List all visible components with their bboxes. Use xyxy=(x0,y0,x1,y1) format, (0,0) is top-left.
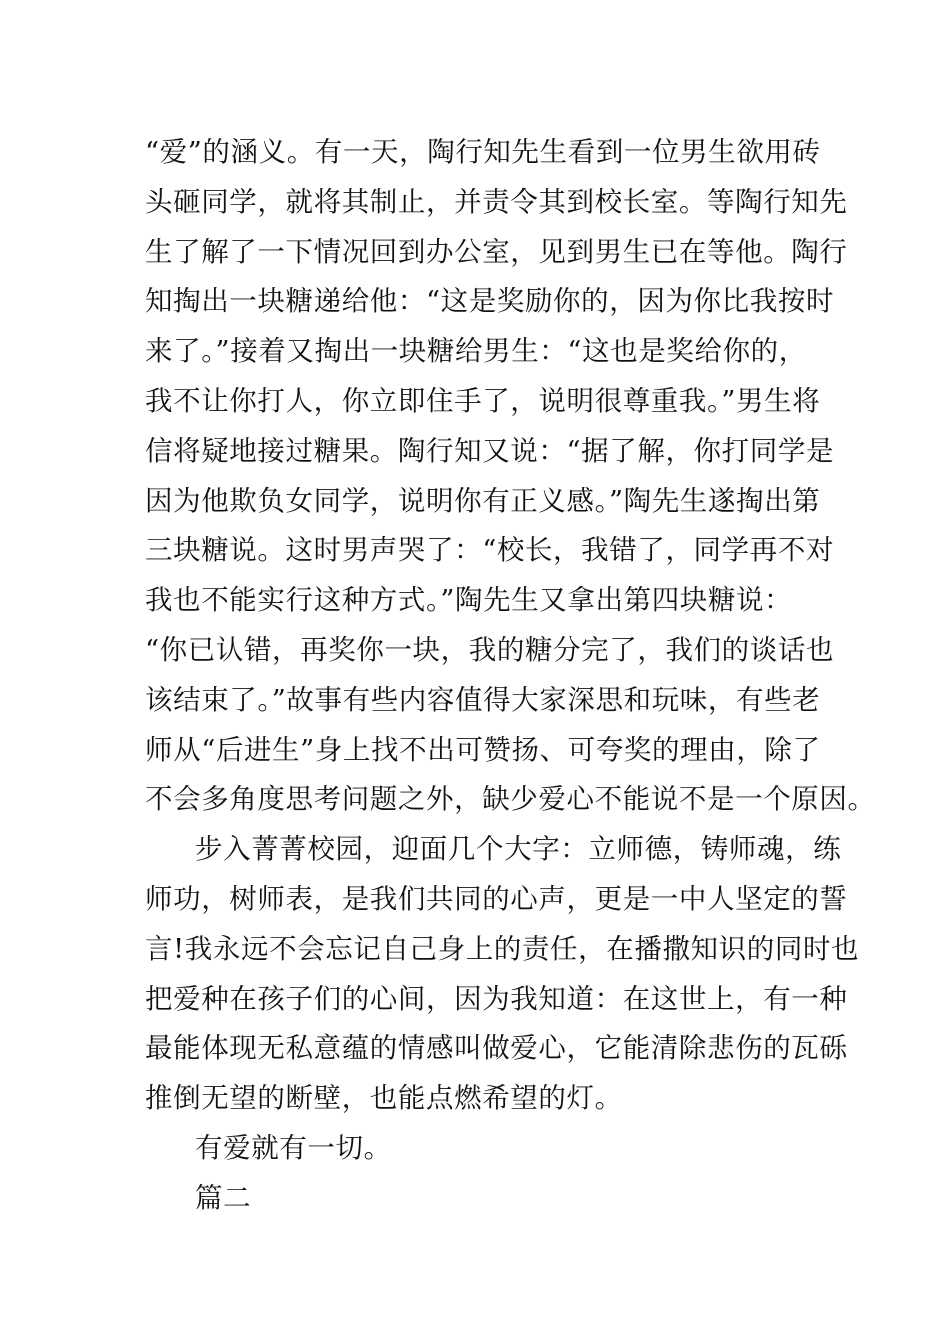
text-line: 师从“后进生”身上找不出可赞扬、可夸奖的理由，除了 xyxy=(145,733,821,766)
text-line: 因为他欺负女同学，说明你有正义感。”陶先生遂掏出第 xyxy=(145,484,821,517)
text-line: 信将疑地接过糖果。陶行知又说：“据了解，你打同学是 xyxy=(145,434,835,467)
text-line: 该结束了。”故事有些内容值得大家深思和玩味，有些老 xyxy=(145,683,821,716)
text-line: 最能体现无私意蕴的情感叫做爱心，它能清除悲伤的瓦砾 xyxy=(145,1032,848,1065)
text-line: 我不让你打人，你立即住手了，说明很尊重我。”男生将 xyxy=(145,384,821,417)
section-heading: 篇二 xyxy=(195,1181,252,1214)
text-line: 言!我永远不会忘记自己身上的责任，在播撒知识的同时也 xyxy=(145,932,860,965)
text-line: 把爱种在孩子们的心间，因为我知道：在这世上，有一种 xyxy=(145,982,848,1015)
paragraph-start-line: 步入菁菁校园，迎面几个大字：立师德，铸师魂，练 xyxy=(195,833,842,866)
text-line: 三块糖说。这时男声哭了：“校长，我错了，同学再不对 xyxy=(145,534,835,567)
text-line: 师功，树师表，是我们共同的心声，更是一中人坚定的誓 xyxy=(145,882,848,915)
text-line: 不会多角度思考问题之外，缺少爱心不能说不是一个原因。 xyxy=(145,783,876,816)
text-line: 来了。”接着又掏出一块糖给男生：“这也是奖给你的， xyxy=(145,335,807,368)
text-line: “你已认错，再奖你一块，我的糖分完了，我们的谈话也 xyxy=(145,633,835,666)
text-line: 生了解了一下情况回到办公室，见到男生已在等他。陶行 xyxy=(145,235,848,268)
paragraph-start-line: 有爱就有一切。 xyxy=(195,1131,392,1164)
text-line: 知掏出一块糖递给他：“这是奖励你的，因为你比我按时 xyxy=(145,285,835,318)
text-line: 推倒无望的断壁，也能点燃希望的灯。 xyxy=(145,1082,623,1115)
text-line: 头砸同学，就将其制止，并责令其到校长室。等陶行知先 xyxy=(145,185,848,218)
text-line: “爱”的涵义。有一天，陶行知先生看到一位男生欲用砖 xyxy=(145,136,821,168)
essay-body xyxy=(145,128,876,1224)
text-line: 我也不能实行这种方式。”陶先生又拿出第四块糖说： xyxy=(145,584,793,617)
